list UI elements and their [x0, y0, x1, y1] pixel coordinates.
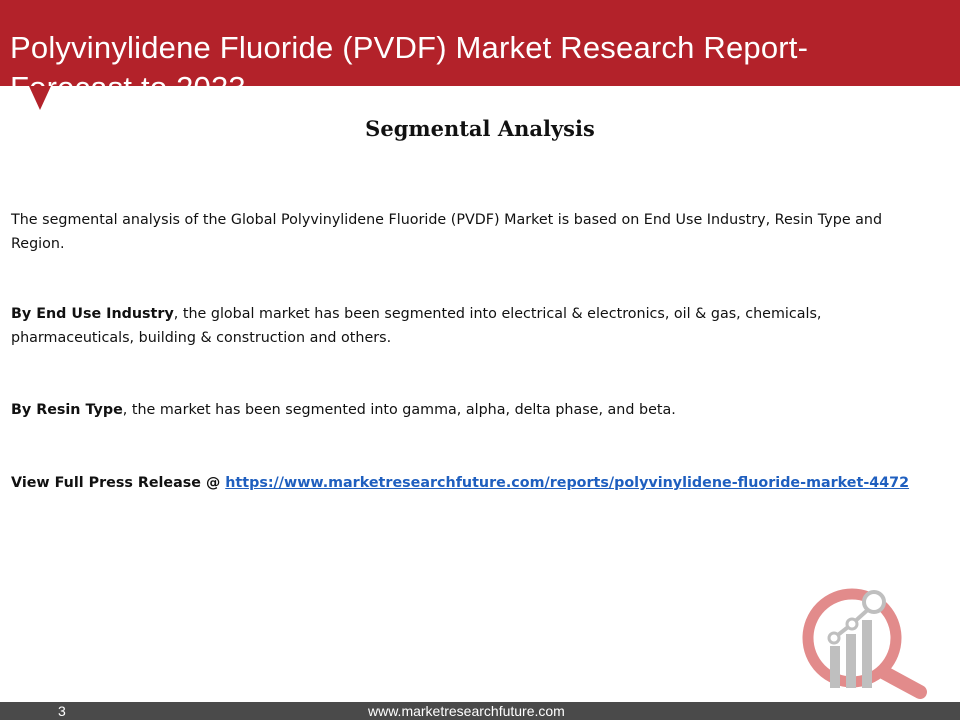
magnifier-handle [883, 672, 920, 692]
end-use-label: By End Use Industry [11, 306, 174, 322]
end-use-text: , the global market has been segmented into electrical & electronics, oil & gas, chemicals, pharmaceuticals, building & construction and others. [11, 306, 822, 346]
page-number: 3 [58, 703, 66, 719]
trend-node [847, 619, 857, 629]
trend-node [829, 633, 839, 643]
footer-bar [0, 702, 960, 720]
press-release-link[interactable]: https://www.marketresearchfuture.com/reports/polyvinylidene-fluoride-market-4472 [225, 475, 910, 491]
trend-node [864, 592, 884, 612]
press-release-paragraph [11, 471, 926, 495]
chart-bar [846, 634, 856, 688]
resin-paragraph [11, 398, 926, 422]
footer-url: www.marketresearchfuture.com [368, 703, 565, 719]
chart-bar [830, 646, 840, 688]
chart-bar [862, 620, 872, 688]
press-release-label: View Full Press Release @ [11, 475, 226, 491]
section-heading: Segmental Analysis [365, 116, 595, 141]
magnifier-chart-icon [800, 580, 940, 700]
page-title: Polyvinylidene Fluoride (PVDF) Market Research Report- Forecast to 2023 [10, 30, 809, 105]
resin-text: , the market has been segmented into gamma, alpha, delta phase, and beta. [122, 402, 676, 418]
end-use-paragraph [11, 302, 926, 350]
header-arrow-icon [29, 86, 51, 110]
resin-label: By Resin Type [11, 402, 123, 418]
intro-paragraph: The segmental analysis of the Global Polyvinylidene Fluoride (PVDF) Market is based on End Use Industry, Resin Type and Region. [11, 212, 883, 252]
header-bar [0, 0, 960, 105]
